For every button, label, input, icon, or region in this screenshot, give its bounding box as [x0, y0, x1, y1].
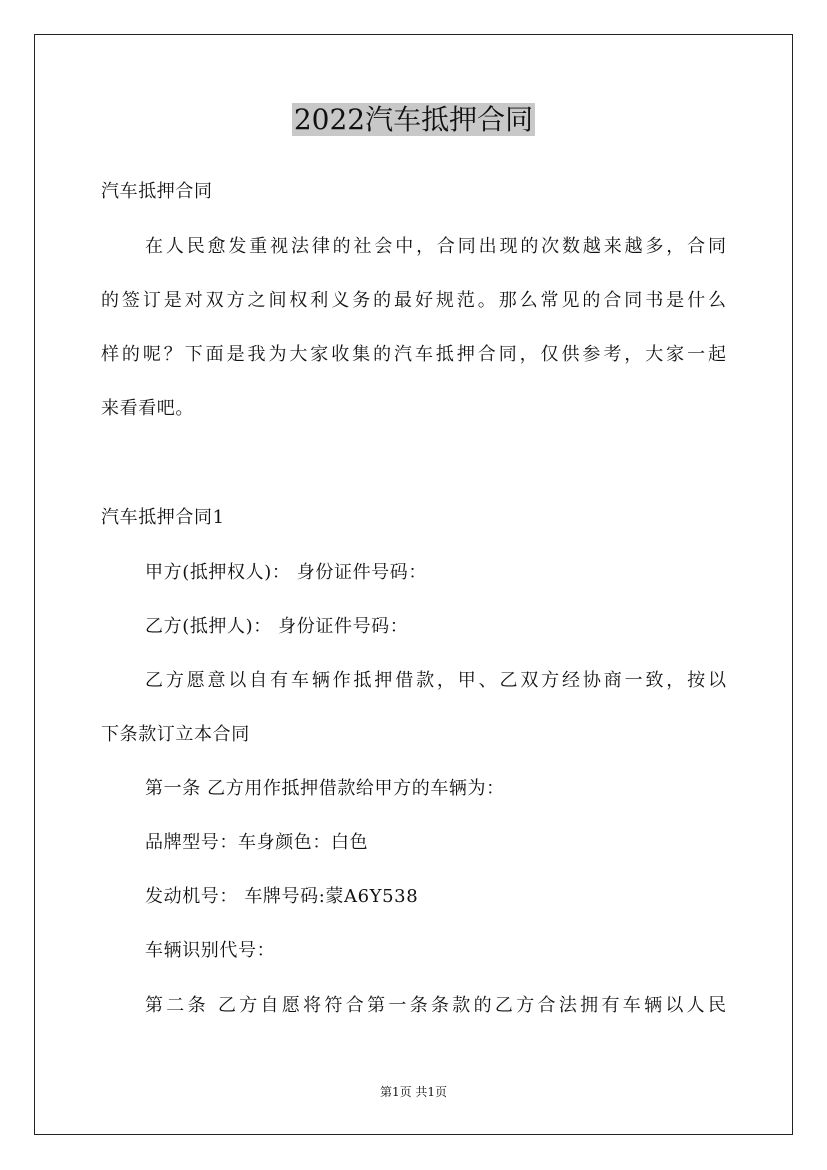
intro-line-1: 在人民愈发重视法律的社会中，合同出现的次数越来越多，合同 [145, 236, 726, 257]
party-b-line: 乙方(抵押人)： 身份证件号码： [145, 616, 409, 637]
article-1: 第一条 乙方用作抵押借款给甲方的车辆为： [145, 778, 505, 799]
agreement-line-1: 乙方愿意以自有车辆作抵押借款，甲、乙双方经协商一致，按以 [145, 670, 726, 691]
document-title [0, 99, 827, 141]
party-a-line: 甲方(抵押权人)： 身份证件号码： [145, 562, 427, 583]
agreement-line-2: 下条款订立本合同 [101, 724, 250, 745]
intro-line-2: 的签订是对双方之间权利义务的最好规范。那么常见的合同书是什么 [101, 290, 726, 311]
brand-model-line: 品牌型号：车身颜色：白色 [145, 832, 369, 853]
intro-line-4: 来看看吧。 [101, 398, 194, 419]
document-title-text: 2022汽车抵押合同 [293, 103, 534, 136]
vin-line: 车辆识别代号： [145, 940, 276, 961]
page-number-footer: 第1页 共1页 [379, 1085, 448, 1099]
document-heading: 汽车抵押合同 [101, 181, 213, 202]
engine-plate-line: 发动机号： 车牌号码:蒙A6Y538 [145, 886, 419, 907]
section-title: 汽车抵押合同1 [101, 507, 225, 528]
article-2: 第二条 乙方自愿将符合第一条条款的乙方合法拥有车辆以人民 [145, 995, 726, 1016]
intro-line-3: 样的呢？下面是我为大家收集的汽车抵押合同，仅供参考，大家一起 [101, 344, 726, 365]
